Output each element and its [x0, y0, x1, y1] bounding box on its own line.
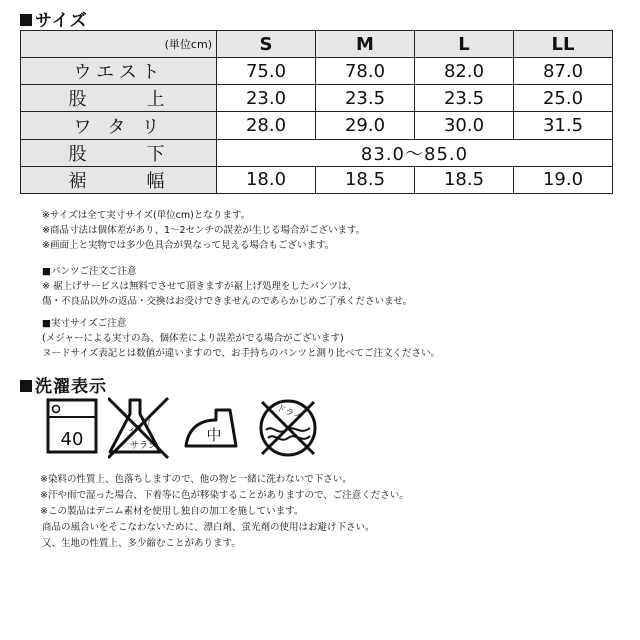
- table-cell: 82.0: [415, 58, 514, 85]
- row-label-thigh: ワタリ: [21, 112, 217, 139]
- size-header-m: M: [316, 31, 415, 58]
- merged-inseam-value: 83.0～85.0: [217, 139, 613, 166]
- note-line: ヌードサイズ表記とは数値が違いますので、お手持ちのパンツと測り比べてご注文ください。: [42, 348, 441, 359]
- row-label-hem-width: 裾幅: [21, 166, 217, 193]
- note-line: ※この製品はデニム素材を使用し独自の加工を施しています。: [40, 506, 304, 517]
- table-row: [21, 166, 613, 193]
- bleach-label-2: サラシ: [130, 441, 158, 451]
- table-cell: 78.0: [316, 58, 415, 85]
- note-line: ※汗や雨で湿った場合、下着等に色が移染することがありますので、ご注意ください。: [40, 490, 409, 501]
- note-line: ※商品寸法は個体差があり、1～2センチの誤差が生じる場合がございます。: [42, 225, 366, 236]
- iron-medium-icon: [180, 396, 256, 460]
- bleach-label-1: エンソ: [126, 416, 155, 439]
- row-label-waist: ウエスト: [21, 58, 217, 85]
- unit-label: (単位cm): [21, 31, 217, 58]
- table-cell: 23.0: [217, 85, 316, 112]
- square-bullet-icon: [20, 380, 32, 392]
- iron-label: 中: [206, 426, 222, 444]
- table-cell: 87.0: [514, 58, 613, 85]
- table-row: [21, 85, 613, 112]
- no-bleach-icon: [108, 396, 184, 460]
- row-label-inseam: 股下: [21, 139, 217, 166]
- table-cell: 28.0: [217, 112, 316, 139]
- no-dry-clean-icon: [252, 396, 328, 460]
- note-line: 傷・不良品以外の返品・交換はお受けできませんのであらかじめご了承くださいませ。: [42, 296, 413, 307]
- note-line: 商品の風合いをそこなわないために、漂白剤、蛍光剤の使用はお避け下さい。: [42, 522, 375, 533]
- table-cell: 75.0: [217, 58, 316, 85]
- table-cell: 18.5: [415, 166, 514, 193]
- table-cell: 19.0: [514, 166, 613, 193]
- size-header-l: L: [415, 31, 514, 58]
- size-header-row: [21, 31, 613, 58]
- dry-label: ドライ: [274, 403, 304, 424]
- note-line: ※画面上と実物では多少色具合が異なって見える場合もございます。: [42, 240, 335, 251]
- actual-size-notes: [42, 316, 440, 361]
- table-cell: 29.0: [316, 112, 415, 139]
- size-header-s: S: [217, 31, 316, 58]
- table-cell: 18.5: [316, 166, 415, 193]
- size-header-ll: LL: [514, 31, 613, 58]
- note-line: ※染料の性質上、色落ちしますので、他の物と一緒に洗わないで下さい。: [40, 474, 352, 485]
- table-row: [21, 139, 613, 166]
- row-label-rise: 股上: [21, 85, 217, 112]
- pants-notes-title: ■パンツご注文ご注意: [42, 266, 137, 277]
- size-section-title: サイズ: [20, 6, 88, 31]
- table-cell: 31.5: [514, 112, 613, 139]
- wash-section-title: 洗濯表示: [20, 372, 107, 397]
- table-cell: 25.0: [514, 85, 613, 112]
- table-cell: 30.0: [415, 112, 514, 139]
- table-cell: 23.5: [415, 85, 514, 112]
- actual-size-notes-title: ■実寸サイズご注意: [42, 318, 127, 329]
- wash-notes: [40, 472, 409, 552]
- note-line: ※サイズは全て実寸サイズ(単位cm)となります。: [42, 210, 251, 221]
- wash-temp-label: 40: [60, 429, 84, 450]
- note-line: (メジャーによる実寸の為、個体差により誤差がでる場合がございます): [42, 333, 344, 344]
- square-bullet-icon: [20, 14, 32, 26]
- size-table: [20, 30, 613, 194]
- table-cell: 18.0: [217, 166, 316, 193]
- pants-notes: [42, 264, 412, 309]
- note-line: 又、生地の性質上、多少縮むことがあります。: [42, 538, 241, 549]
- size-notes: [42, 208, 365, 253]
- table-cell: 23.5: [316, 85, 415, 112]
- note-line: ※ 裾上げサービスは無料でさせて頂きますが裾上げ処理をしたパンツは、: [42, 281, 357, 292]
- table-row: [21, 112, 613, 139]
- table-row: [21, 58, 613, 85]
